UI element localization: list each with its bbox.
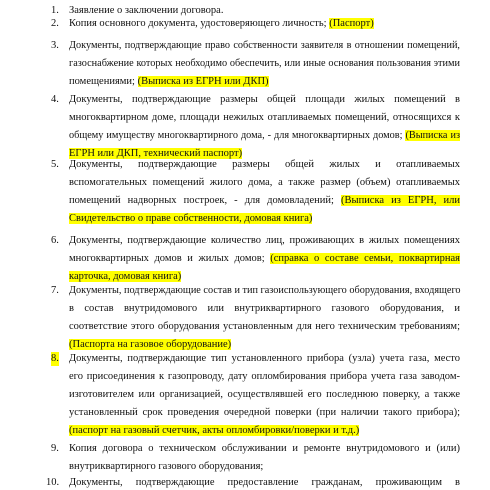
highlighted-note: (Выписка из ЕГРН или ДКП) [137,76,269,87]
list-item-line [69,176,460,190]
line-text: соответствие этого оборудования установленным для него техническим требованиям; [69,321,460,332]
line-text: в состав внутридомового или внутриквартирного газового оборудования, и [69,303,460,314]
line-text: Документы, подтверждающие право собственности заявителя в отношении помещений, [69,40,460,51]
list-item-line [69,17,460,31]
line-text: общему имуществу многоквартирного дома, - для многоквартирных домов; [69,130,403,141]
line-text: Документы, подтверждающие размеры общей площади жилых помещений в [69,94,460,105]
list-item-line [69,93,460,107]
list-item-number: 10. [46,477,60,488]
list-item-line [69,338,460,352]
line-text: Копия договора о техническом обслуживании и ремонте внутридомового и (или) [69,443,460,454]
list-item-line [69,284,460,298]
highlighted-note: ЕГРН или ДКП, технический паспорт) [69,148,243,159]
list-item-line [69,270,460,284]
list-item-line [69,234,460,248]
line-text: помещениями; [69,76,135,87]
list-item-line [69,320,460,334]
list-item-line [69,129,460,143]
line-text: Документы, подтверждающие состав и тип газоиспользующего оборудования, входящего [69,285,461,296]
list-item-number: 1. [51,5,59,16]
highlighted-note: карточка, домовая книга) [69,271,182,282]
list-item-line [69,352,460,366]
list-item-line [69,370,460,384]
highlighted-note: (Паспорта на газовое оборудование) [69,339,232,350]
list-item-line [69,39,460,53]
line-text: многоквартирных домов и жилых домов; [69,253,265,264]
line-text: внутриквартирного газового оборудования; [69,461,264,472]
list-item-line [69,4,460,18]
highlighted-note: (справка о составе семьи, поквартирная [270,253,461,264]
line-text: установленный срок проведения очередной поверки (при наличии такого прибора); [69,407,460,418]
line-text: многоквартирном доме, площади нежилых отапливаемых помещений, относящихся к [69,112,460,123]
line-text: Документы, подтверждающие предоставление гражданам, проживающим в [69,477,460,488]
highlighted-note: (паспорт на газовый счетчик, акты опломбировки/поверки и т.д.) [69,425,360,436]
line-text: Документы, подтверждающие размеры общей жилых и отапливаемых [69,159,460,170]
list-item-number: 9. [51,443,59,454]
list-item-line [69,424,460,438]
list-item-line [69,57,460,71]
list-item-line [69,158,460,172]
list-item-line [69,302,460,316]
line-text: газоснабжение которых необходимо обеспечить, или иные основания пользования этими [69,58,460,69]
list-item-number: 2. [51,18,59,29]
list-item-number: 3. [51,40,59,51]
list-item-number: 5. [51,159,59,170]
list-item-line [69,75,460,89]
line-text: Документы, подтверждающие количество лиц, проживающих в жилых помещениях [69,235,460,246]
line-text: его присоединения к газопроводу, дату опломбирования прибора учета газа заводом- [69,371,460,382]
line-text: Копия основного документа, удостоверяющего личность; [69,18,327,29]
line-text: помещений надворных построек, - для домовладений; [69,195,334,206]
list-item-number: 7. [51,285,59,296]
list-item-number: 8. [51,353,59,364]
list-item-line [69,406,460,420]
line-text: вспомогательных помещений жилого дома, а также размер (объем) отапливаемых [69,177,460,188]
highlighted-note: (Выписка из [405,130,460,141]
list-item-line [69,442,460,456]
list-item-line [69,476,460,490]
list-item-number: 6. [51,235,59,246]
line-text: Заявление о заключении договора. [69,5,224,16]
list-item-number: 4. [51,94,59,105]
list-item-line [69,212,460,226]
line-text: Документы, подтверждающие тип установленного прибора (узла) учета газа, место [69,353,460,364]
highlighted-note: Свидетельство о праве собственности, домовая книга) [69,213,313,224]
list-item-line [69,111,460,125]
highlighted-note: (Паспорт) [329,18,374,29]
list-item-line [69,194,460,208]
highlighted-note: (Выписка из ЕГРН, или [341,195,460,206]
list-item-line [69,252,460,266]
list-item-line [69,460,460,474]
list-item-line [69,388,460,402]
line-text: изготовителем или организацией, осуществлявшей его последнюю поверку, а также [69,389,460,400]
